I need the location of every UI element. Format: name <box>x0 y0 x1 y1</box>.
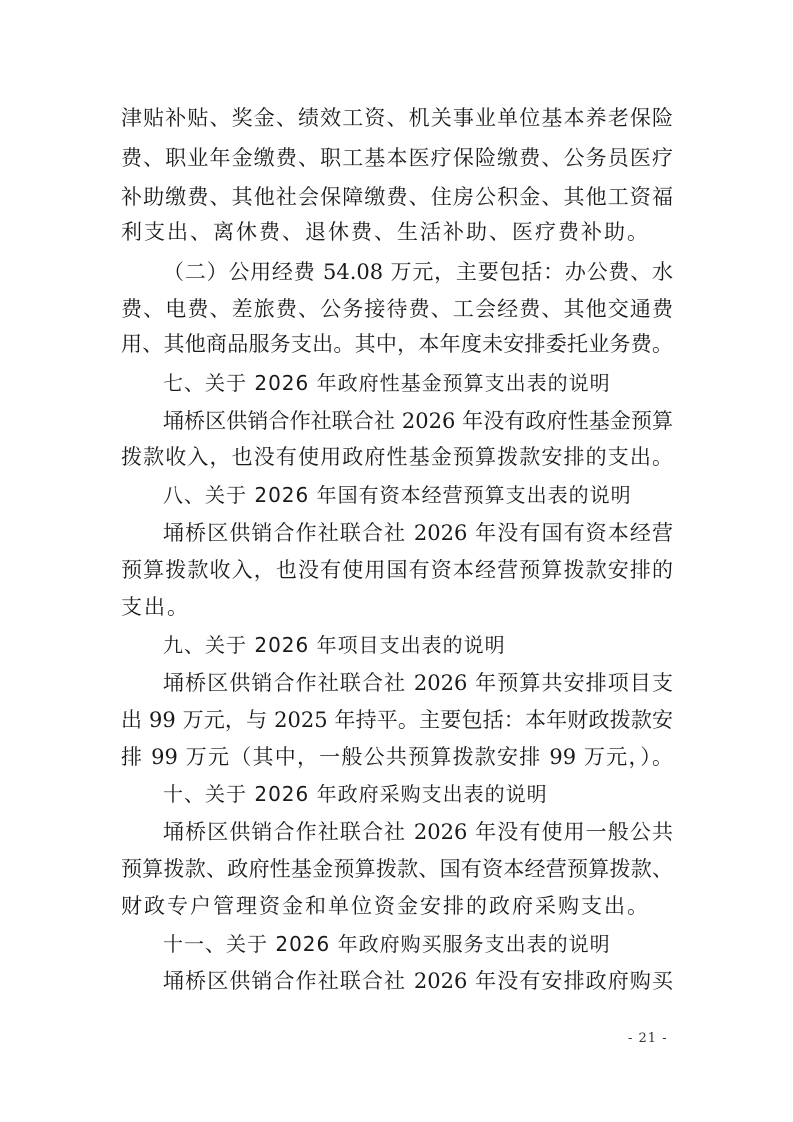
body-text-line: 预算拨款、政府性基金预算拨款、国有资本经营预算拨款、 <box>121 857 673 881</box>
section-heading-9: 九、关于 2026 年项目支出表的说明 <box>163 633 506 657</box>
section-heading-10: 十、关于 2026 年政府采购支出表的说明 <box>163 782 548 806</box>
section-heading-7: 七、关于 2026 年政府性基金预算支出表的说明 <box>163 371 611 395</box>
body-text-line: 补助缴费、其他社会保障缴费、住房公积金、其他工资福 <box>121 185 673 209</box>
body-text-line: 埇桥区供销合作社联合社 2026 年没有使用一般公共 <box>163 820 673 844</box>
body-text-line: 预算拨款收入，也没有使用国有资本经营预算拨款安排的 <box>121 558 673 582</box>
section-heading-11: 十一、关于 2026 年政府购买服务支出表的说明 <box>163 932 611 956</box>
body-text-line: 出 99 万元，与 2025 年持平。主要包括：本年财政拨款安 <box>121 708 673 732</box>
body-text-line: 埇桥区供销合作社联合社 2026 年没有国有资本经营 <box>163 521 673 545</box>
body-text-line: 埇桥区供销合作社联合社 2026 年没有政府性基金预算 <box>163 409 673 433</box>
body-text-line: 排 99 万元（其中，一般公共预算拨款安排 99 万元，）。 <box>121 745 673 769</box>
body-text-line: 拨款收入，也没有使用政府性基金预算拨款安排的支出。 <box>121 445 673 469</box>
body-text-line: 费、电费、差旅费、公务接待费、工会经费、其他交通费 <box>121 297 673 321</box>
body-text-line: 利支出、离休费、退休费、生活补助、医疗费补助。 <box>121 220 650 244</box>
body-text-line: 津贴补贴、奖金、绩效工资、机关事业单位基本养老保险 <box>121 106 673 130</box>
body-text-line: 埇桥区供销合作社联合社 2026 年预算共安排项目支 <box>163 671 673 695</box>
body-text-line: 埇桥区供销合作社联合社 2026 年没有安排政府购买 <box>163 969 673 993</box>
body-text-line: （二）公用经费 54.08 万元，主要包括：办公费、水 <box>163 260 673 284</box>
page-number: - 21 - <box>628 1031 668 1046</box>
body-text-line: 支出。 <box>121 595 190 619</box>
body-text-line: 财政专户管理资金和单位资金安排的政府采购支出。 <box>121 894 650 918</box>
body-text-line: 费、职业年金缴费、职工基本医疗保险缴费、公务员医疗 <box>121 146 673 170</box>
body-text-line: 用、其他商品服务支出。其中，本年度未安排委托业务费。 <box>121 332 673 356</box>
section-heading-8: 八、关于 2026 年国有资本经营预算支出表的说明 <box>163 483 632 507</box>
